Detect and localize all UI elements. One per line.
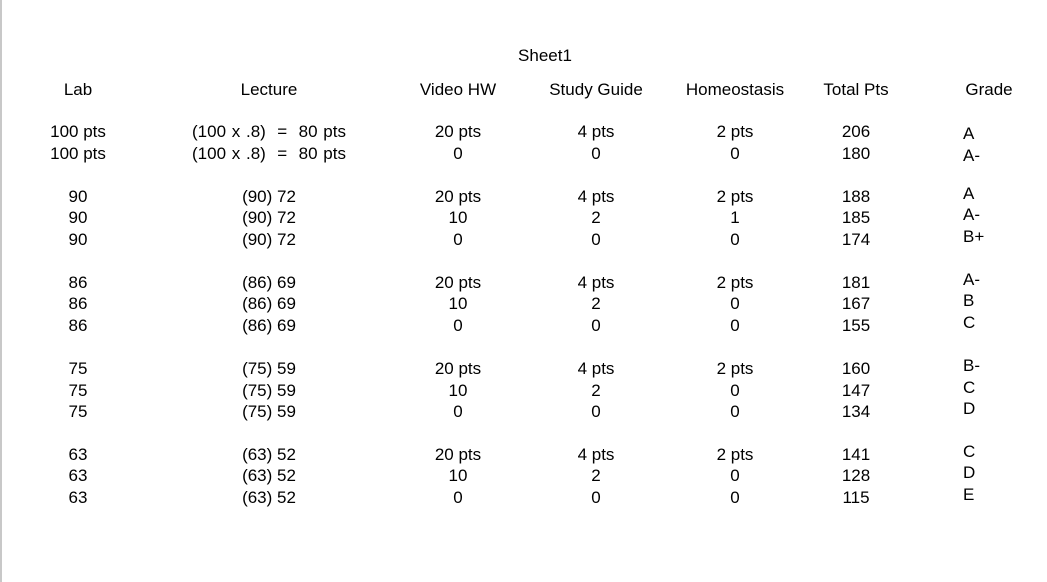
cell-lecture: (86) 69 [242,316,296,335]
cell-total-pts: 160 [841,359,871,378]
cell-video-hw: 0 [453,488,463,507]
cell-video-hw: 10 [448,294,468,313]
cell-homeostasis: 0 [730,402,740,421]
cell-lecture: (63) 52 [242,466,296,485]
cell-video-hw: 0 [453,402,463,421]
cell-video-hw: 20 pts [434,122,482,141]
cell-study-guide: 2 [591,294,601,313]
cell-grade: B+ [963,227,985,246]
cell-lab: 100 pts [50,144,106,163]
cell-study-guide: 0 [591,316,601,335]
cell-video-hw: 10 [448,466,468,485]
cell-lab: 63 [68,488,88,507]
cell-lab: 63 [68,445,88,464]
cell-video-hw: 20 pts [434,273,482,292]
column-header-video-hw: Video HW [419,80,497,99]
cell-homeostasis: 2 pts [716,445,754,464]
cell-study-guide: 2 [591,381,601,400]
cell-lecture: (75) 59 [242,359,296,378]
cell-homeostasis: 2 pts [716,359,754,378]
cell-grade: C [963,442,976,461]
cell-grade: D [963,399,976,418]
cell-grade: A [963,184,975,203]
cell-grade: A- [963,270,980,289]
cell-video-hw: 0 [453,144,463,163]
cell-homeostasis: 0 [730,294,740,313]
cell-homeostasis: 1 [730,208,740,227]
cell-homeostasis: 0 [730,316,740,335]
cell-total-pts: 141 [841,445,871,464]
cell-total-pts: 147 [841,381,871,400]
cell-video-hw: 20 pts [434,445,482,464]
column-header-lab: Lab [63,80,93,99]
cell-grade: A [963,124,975,143]
page-left-border [0,0,2,582]
cell-lecture: (86) 69 [242,294,296,313]
cell-homeostasis: 0 [730,381,740,400]
cell-grade: C [963,313,976,332]
cell-homeostasis: 0 [730,230,740,249]
cell-homeostasis: 0 [730,144,740,163]
cell-lab: 86 [68,273,88,292]
cell-total-pts: 185 [841,208,871,227]
cell-lab: 75 [68,402,88,421]
sheet-title: Sheet1 [518,46,572,65]
cell-lab: 86 [68,316,88,335]
cell-video-hw: 20 pts [434,187,482,206]
cell-lecture: (63) 52 [242,445,296,464]
cell-total-pts: 167 [841,294,871,313]
cell-grade: E [963,485,975,504]
cell-total-pts: 174 [841,230,871,249]
cell-grade: B- [963,356,980,375]
cell-lecture: (63) 52 [242,488,296,507]
cell-video-hw: 10 [448,208,468,227]
cell-lecture: (75) 59 [242,381,296,400]
cell-study-guide: 4 pts [577,187,615,206]
cell-homeostasis: 2 pts [716,273,754,292]
cell-lecture: (75) 59 [242,402,296,421]
column-header-study-guide: Study Guide [549,80,643,99]
cell-total-pts: 115 [842,488,870,507]
column-header-total-pts: Total Pts [823,80,889,99]
cell-study-guide: 0 [591,144,601,163]
cell-video-hw: 0 [453,316,463,335]
cell-study-guide: 0 [591,488,601,507]
cell-grade: C [963,378,976,397]
cell-grade: A- [963,146,980,165]
cell-homeostasis: 0 [730,466,740,485]
cell-study-guide: 0 [591,230,601,249]
cell-study-guide: 0 [591,402,601,421]
column-header-lecture: Lecture [240,80,298,99]
cell-lab: 90 [68,230,88,249]
cell-lecture: (90) 72 [242,208,296,227]
cell-study-guide: 4 pts [577,445,615,464]
cell-study-guide: 2 [591,466,601,485]
cell-lecture: (100 x .8) = 80 pts [192,122,346,141]
cell-lab: 86 [68,294,88,313]
cell-study-guide: 4 pts [577,359,615,378]
cell-total-pts: 128 [841,466,871,485]
cell-study-guide: 4 pts [577,122,615,141]
cell-total-pts: 180 [841,144,871,163]
cell-homeostasis: 2 pts [716,122,754,141]
column-header-homeostasis: Homeostasis [685,80,785,99]
cell-lecture: (86) 69 [242,273,296,292]
cell-grade: A- [963,205,980,224]
cell-video-hw: 20 pts [434,359,482,378]
cell-lecture: (90) 72 [242,230,296,249]
cell-video-hw: 10 [448,381,468,400]
cell-video-hw: 0 [453,230,463,249]
cell-total-pts: 181 [841,273,871,292]
cell-lab: 90 [68,208,88,227]
cell-lab: 100 pts [50,122,106,141]
column-header-grade: Grade [965,80,1013,99]
cell-grade: D [963,463,976,482]
cell-study-guide: 2 [591,208,601,227]
cell-study-guide: 4 pts [577,273,615,292]
cell-total-pts: 206 [841,122,871,141]
cell-homeostasis: 0 [730,488,740,507]
cell-total-pts: 188 [841,187,871,206]
cell-lecture: (90) 72 [242,187,296,206]
cell-lab: 90 [68,187,88,206]
cell-lab: 63 [68,466,88,485]
cell-grade: B [963,291,975,310]
cell-lecture: (100 x .8) = 80 pts [192,144,346,163]
cell-total-pts: 155 [841,316,871,335]
cell-homeostasis: 2 pts [716,187,754,206]
cell-total-pts: 134 [841,402,871,421]
cell-lab: 75 [68,359,88,378]
cell-lab: 75 [68,381,88,400]
